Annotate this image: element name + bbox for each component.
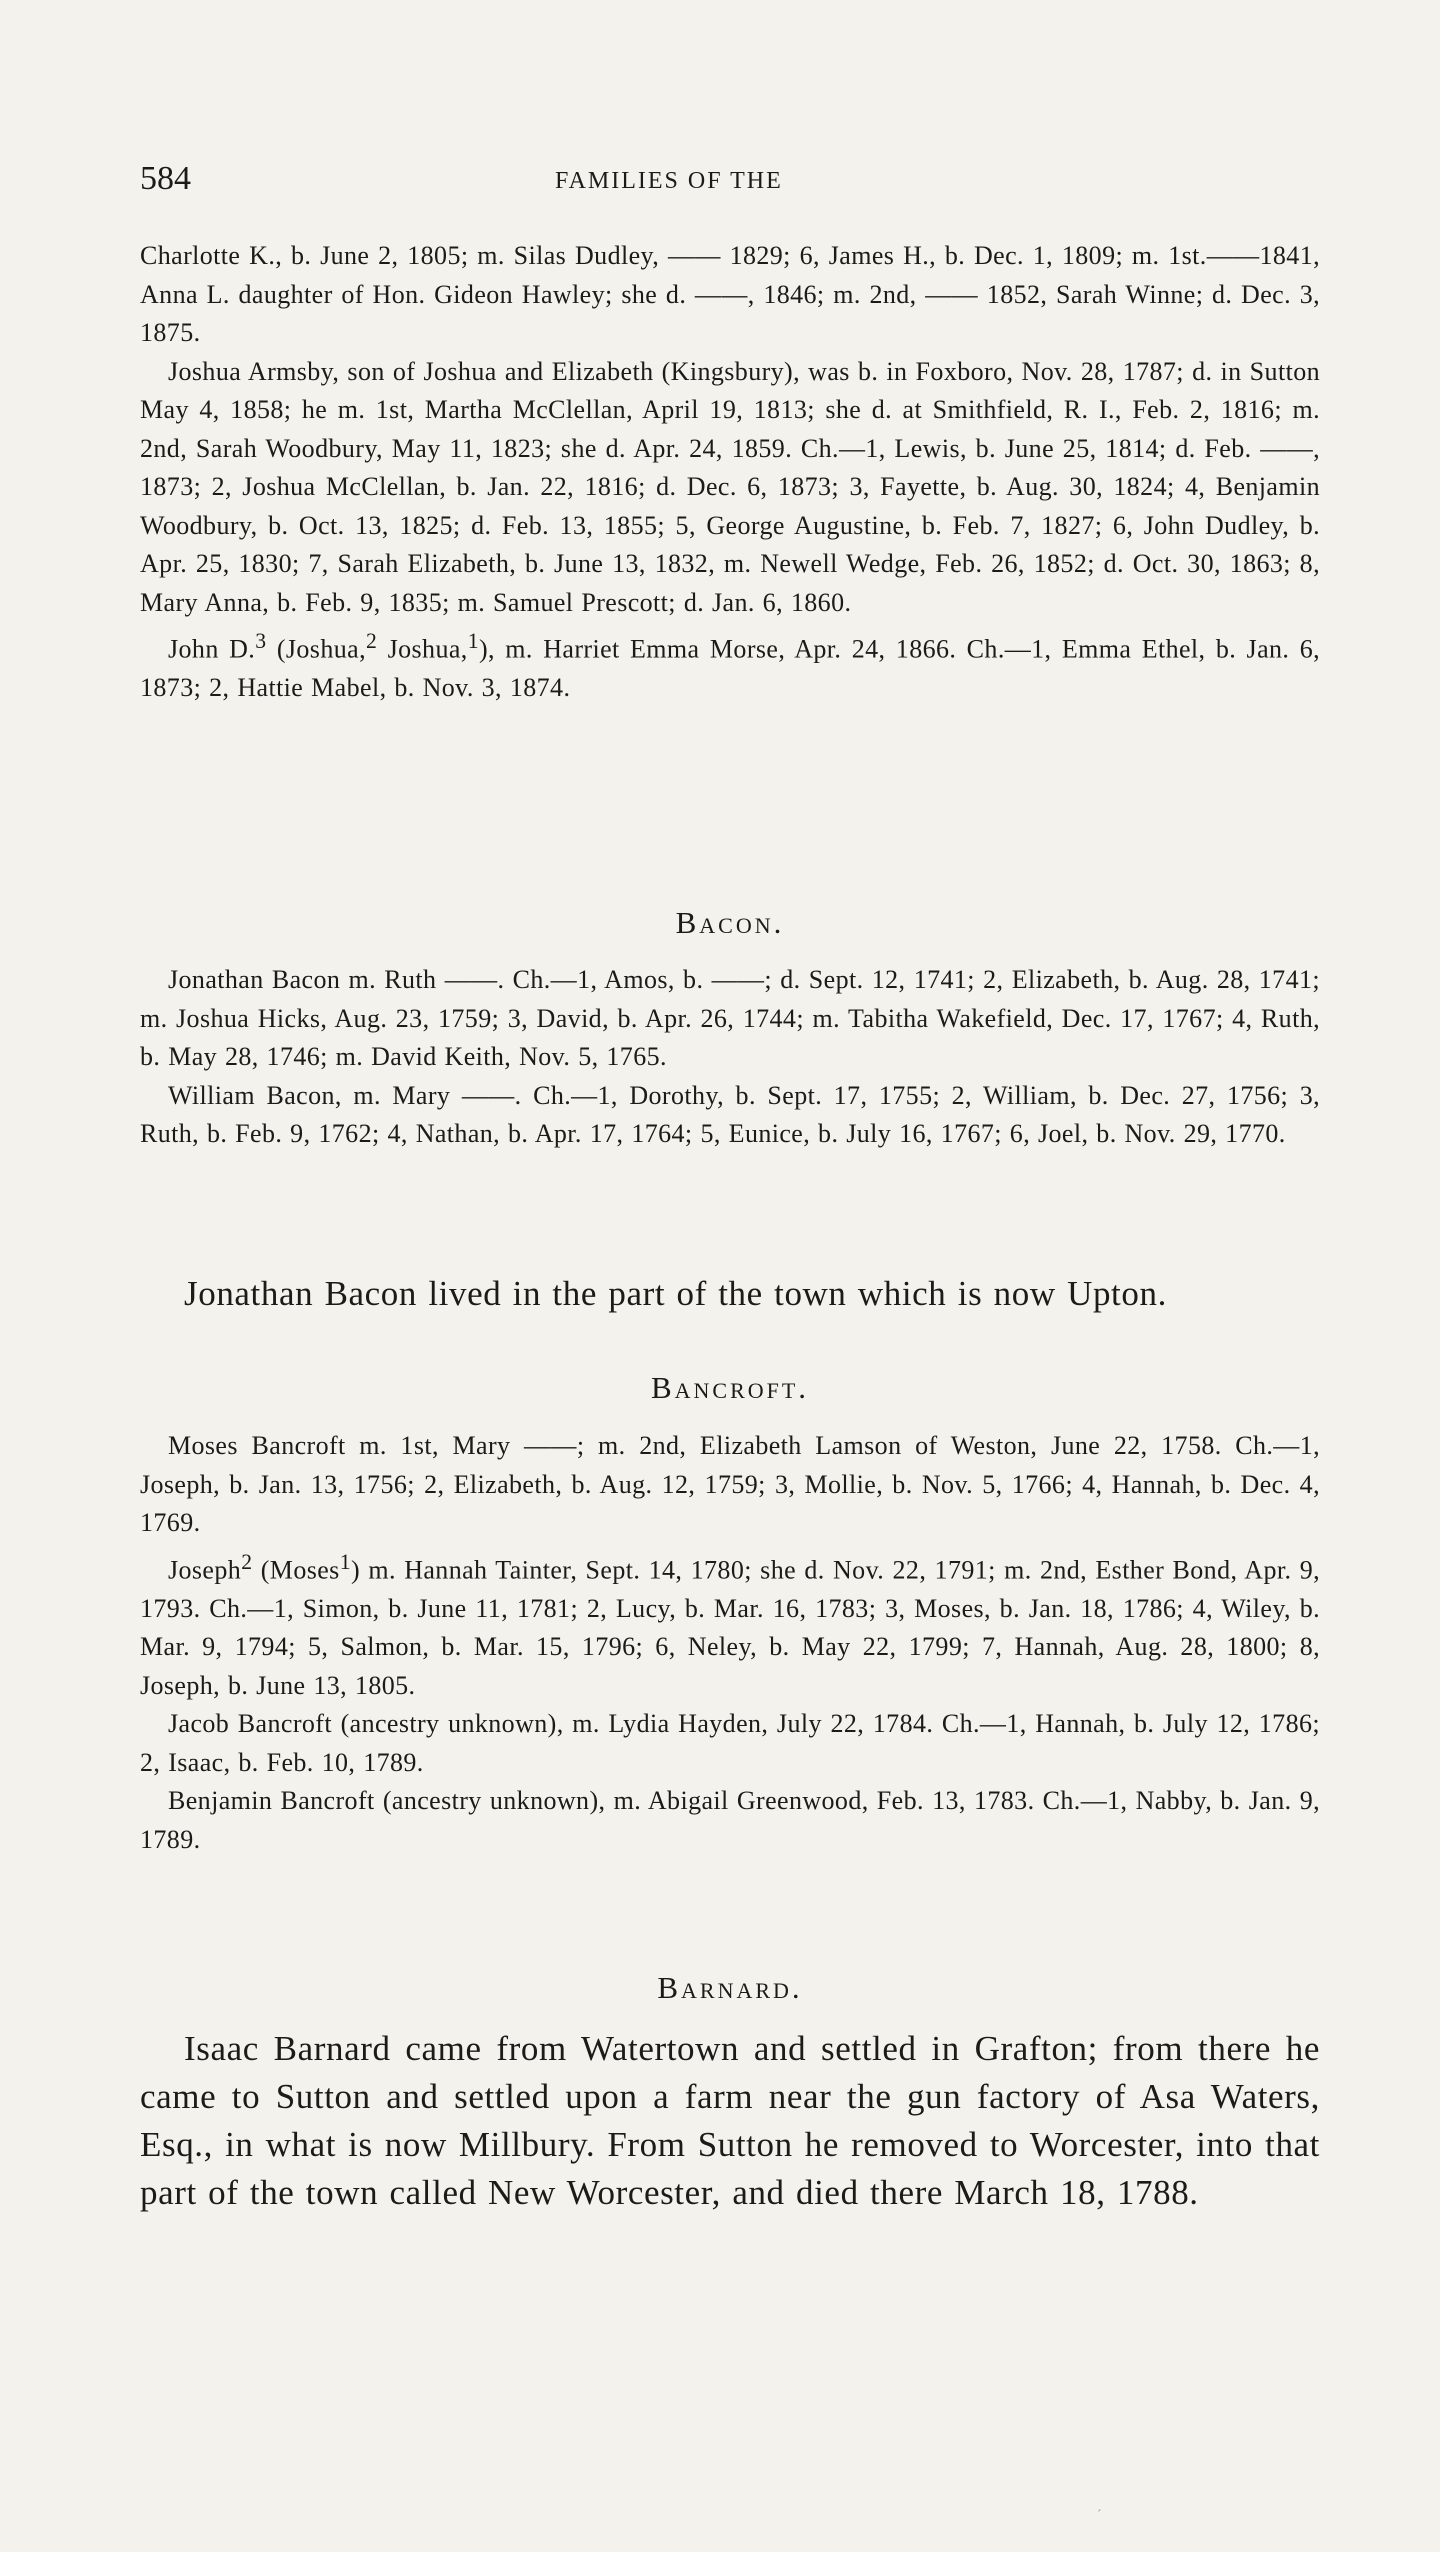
barnard-paragraph: Isaac Barnard came from Watertown and settled in Grafton; from there he came to Sutton and settled upon a farm near the gun factory of Asa Waters, Esq., in what is now Millbury. From Sutton he removed to Worcester, into that part of the town called New Worcester, and died there March 18, 1788.	[140, 2029, 1320, 2212]
bancroft-joseph-details: ) m. Hannah Tainter, Sept. 14, 1780; she d. Nov. 22, 1791; m. 2nd, Esther Bond, Apr. 9, 1793. Ch.—1, Simon, b. June 11, 1781; 2, Lucy, b. Mar. 16, 1783; 3, Moses, b. Jan. 18, 1786; 4, Wiley, b. Mar. 9, 1794; 5, Salmon, b. Mar. 15, 1796; 6, Neley, b. May 22, 1799; 7, Hannah, Aug. 28, 1800; 8, Joseph, b. June 13, 1805.	[140, 1555, 1321, 1700]
generation-superscript: 3	[255, 629, 267, 653]
bancroft-paragraph-4: Benjamin Bancroft (ancestry unknown), m. Abigail Greenwood, Feb. 13, 1783. Ch.—1, Nabby, b. Jan. 9, 1789.	[140, 1786, 1320, 1854]
bancroft-joseph-name: Joseph	[168, 1555, 242, 1585]
bacon-heading: Bacon.	[675, 905, 785, 940]
bacon-section	[140, 961, 1320, 1154]
bancroft-section	[140, 1427, 1320, 1859]
bacon-handwritten-note: Jonathan Bacon lived in the part of the town which is now Upton.	[184, 1274, 1167, 1313]
bancroft-lineage-text: (Moses	[252, 1555, 340, 1585]
scan-mark: ˊ	[1097, 2508, 1102, 2523]
armsby-john-details: ), m. Harriet Emma Morse, Apr. 24, 1866. Ch.—1, Emma Ethel, b. Jan. 6, 1873; 2, Hattie Mabel, b. Nov. 3, 1874.	[140, 634, 1321, 703]
generation-superscript: 2	[241, 1549, 253, 1574]
generation-superscript: 1	[467, 629, 479, 653]
bancroft-paragraph-1: Moses Bancroft m. 1st, Mary ——; m. 2nd, Elizabeth Lamson of Weston, June 22, 1758. Ch.—1, Joseph, b. Jan. 13, 1756; 2, Elizabeth, b. Aug. 12, 1759; 3, Mollie, b. Nov. 5, 1766; 4, Hannah, b. Dec. 4, 1769.	[140, 1431, 1320, 1537]
bacon-paragraph-1: Jonathan Bacon m. Ruth ——. Ch.—1, Amos, b. ——; d. Sept. 12, 1741; 2, Elizabeth, b. Aug. 28, 1741; m. Joshua Hicks, Aug. 23, 1759; 3, David, b. Apr. 26, 1744; m. Tabitha Wakefield, Dec. 17, 1767; 4, Ruth, b. May 28, 1746; m. David Keith, Nov. 5, 1765.	[140, 965, 1320, 1071]
armsby-section	[140, 237, 1320, 708]
generation-superscript: 1	[339, 1549, 351, 1574]
page-header	[140, 160, 1320, 200]
armsby-paragraph-1: Charlotte K., b. June 2, 1805; m. Silas Dudley, —— 1829; 6, James H., b. Dec. 1, 1809; m. 1st.——1841, Anna L. daughter of Hon. Gideon Hawley; she d. ——, 1846; m. 2nd, —— 1852, Sarah Winne; d. Dec. 3, 1875.	[140, 241, 1320, 347]
armsby-paragraph-3	[140, 622, 1320, 708]
barnard-heading: Barnard.	[657, 1970, 803, 2005]
armsby-lineage-text: Joshua,	[377, 634, 468, 664]
bancroft-paragraph-3: Jacob Bancroft (ancestry unknown), m. Lydia Hayden, July 22, 1784. Ch.—1, Hannah, b. July 12, 1786; 2, Isaac, b. Feb. 10, 1789.	[140, 1709, 1320, 1777]
generation-superscript: 2	[365, 629, 378, 653]
page-number: 584	[140, 160, 191, 197]
armsby-lineage-text: (Joshua,	[266, 634, 366, 664]
armsby-john-name: John D.	[168, 634, 256, 664]
armsby-paragraph-2: Joshua Armsby, son of Joshua and Elizabeth (Kingsbury), was b. in Foxboro, Nov. 28, 1787; d. in Sutton May 4, 1858; he m. 1st, Martha McClellan, April 19, 1813; she d. at Smithfield, R. I., Feb. 2, 1816; m. 2nd, Sarah Woodbury, May 11, 1823; she d. Apr. 24, 1859. Ch.—1, Lewis, b. June 25, 1814; d. Feb. ——, 1873; 2, Joshua McClellan, b. Jan. 22, 1816; d. Dec. 6, 1873; 3, Fayette, b. Aug. 30, 1824; 4, Benjamin Woodbury, b. Oct. 13, 1825; d. Feb. 13, 1855; 5, George Augustine, b. Feb. 7, 1827; 6, John Dudley, b. Apr. 25, 1830; 7, Sarah Elizabeth, b. June 13, 1832, m. Newell Wedge, Feb. 26, 1852; d. Oct. 30, 1863; 8, Mary Anna, b. Feb. 9, 1835; m. Samuel Prescott; d. Jan. 6, 1860.	[140, 356, 1320, 617]
bancroft-heading: Bancroft.	[650, 1370, 810, 1405]
barnard-section	[140, 2025, 1320, 2217]
bacon-note	[140, 1270, 1320, 1318]
running-head: FAMILIES OF THE	[555, 168, 783, 194]
bacon-paragraph-2: William Bacon, m. Mary ——. Ch.—1, Dorothy, b. Sept. 17, 1755; 2, William, b. Dec. 27, 1756; 3, Ruth, b. Feb. 9, 1762; 4, Nathan, b. Apr. 17, 1764; 5, Eunice, b. July 16, 1767; 6, Joel, b. Nov. 29, 1770.	[140, 1080, 1320, 1148]
bancroft-paragraph-2	[140, 1543, 1320, 1706]
